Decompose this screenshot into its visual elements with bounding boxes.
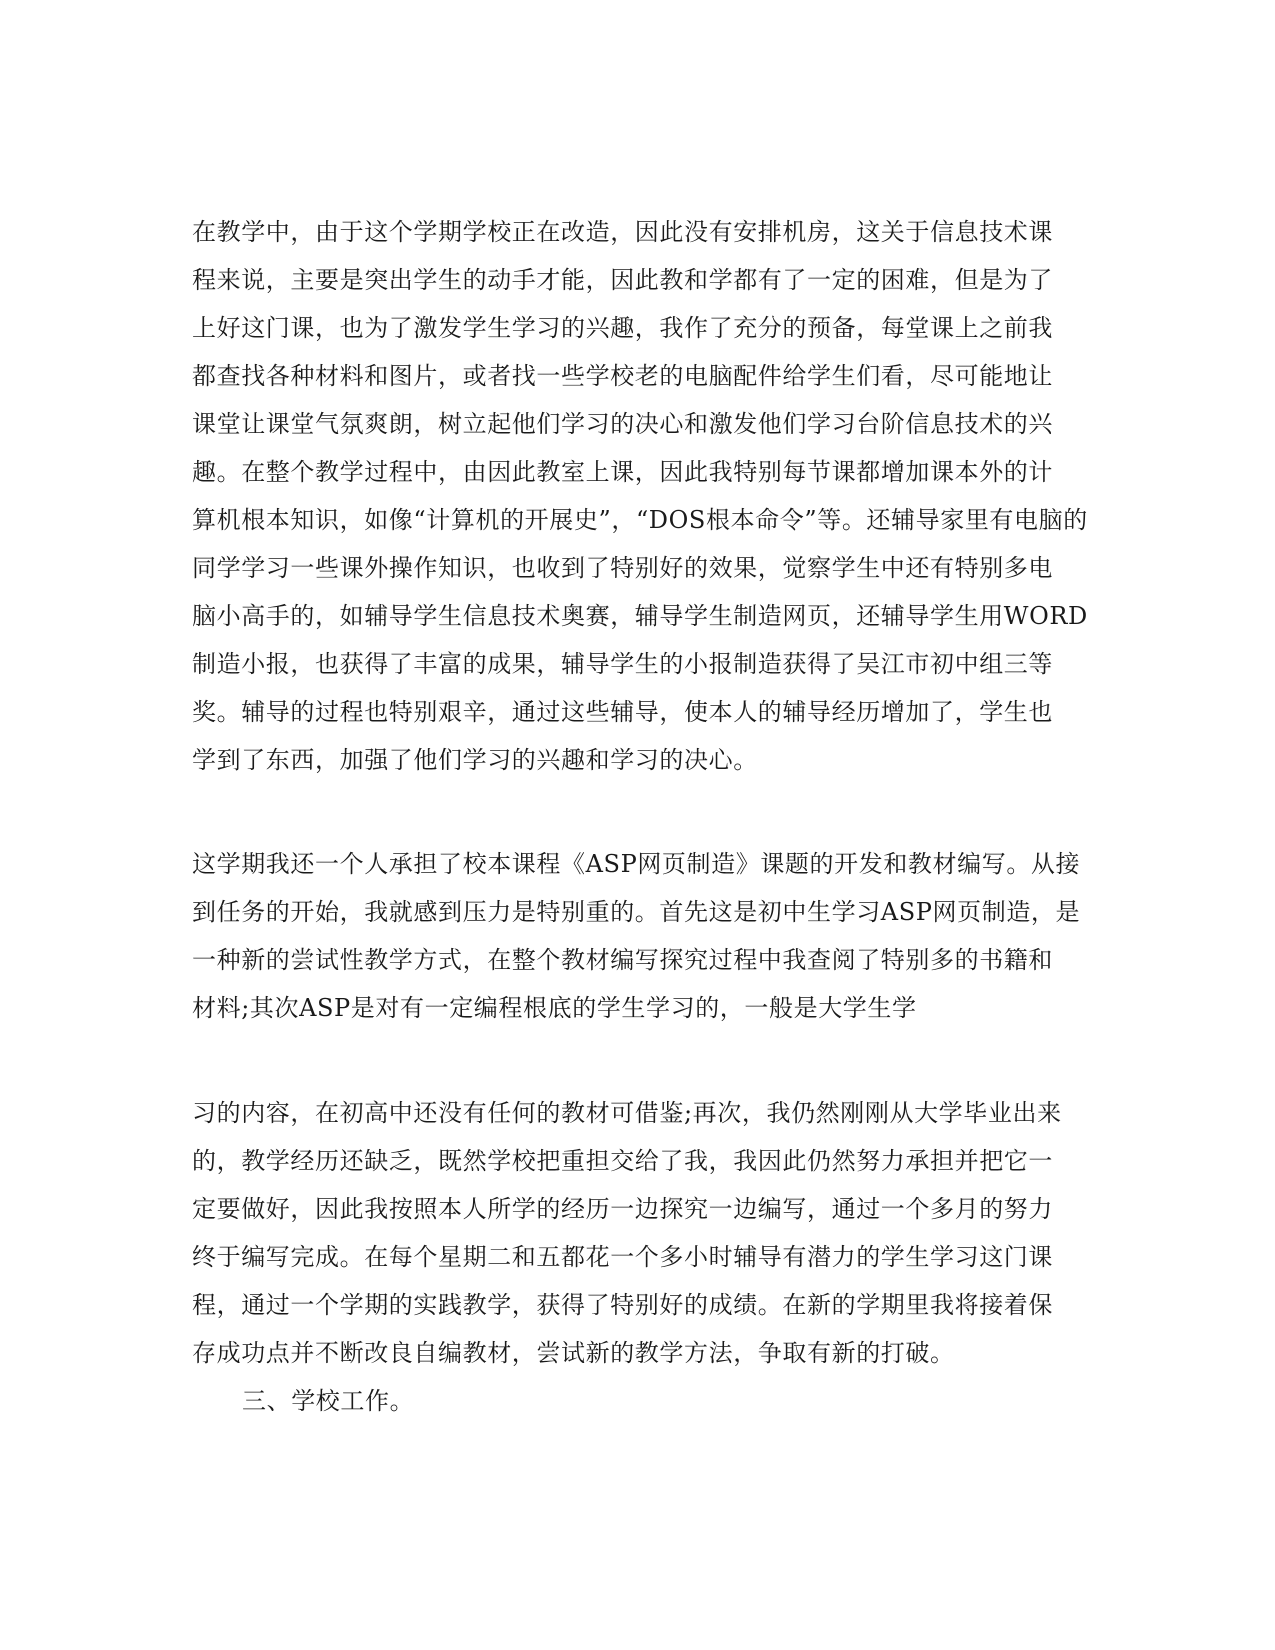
text-line: 趣。在整个教学过程中，由因此教室上课，因此我特别每节课都增加课本外的计 bbox=[192, 458, 1053, 486]
text-line: 课堂让课堂气氛爽朗，树立起他们学习的决心和激发他们学习台阶信息技术的兴 bbox=[192, 410, 1053, 438]
text-line: 算机根本知识，如像“计算机的开展史”，“DOS根本命令”等。还辅导家里有电脑的 bbox=[192, 506, 1088, 534]
section-heading: 三、学校工作。 bbox=[242, 1387, 415, 1415]
text-line: 都查找各种材料和图片，或者找一些学校老的电脑配件给学生们看，尽可能地让 bbox=[192, 362, 1053, 390]
paragraph-asp-course bbox=[192, 840, 1092, 1032]
text-line: 制造小报，也获得了丰富的成果，辅导学生的小报制造获得了吴江市初中组三等 bbox=[192, 650, 1053, 678]
text-line: 脑小高手的，如辅导学生信息技术奥赛，辅导学生制造网页，还辅导学生用WORD bbox=[192, 602, 1088, 630]
text-line: 到任务的开始，我就感到压力是特别重的。首先这是初中生学习ASP网页制造，是 bbox=[192, 898, 1081, 926]
text-line: 在教学中，由于这个学期学校正在改造，因此没有安排机房，这关于信息技术课 bbox=[192, 218, 1053, 246]
text-line: 的，教学经历还缺乏，既然学校把重担交给了我，我因此仍然努力承担并把它一 bbox=[192, 1147, 1053, 1175]
text-line: 程，通过一个学期的实践教学，获得了特别好的成绩。在新的学期里我将接着保 bbox=[192, 1291, 1053, 1319]
text-line: 上好这门课，也为了激发学生学习的兴趣，我作了充分的预备，每堂课上之前我 bbox=[192, 314, 1053, 342]
text-line: 学到了东西，加强了他们学习的兴趣和学习的决心。 bbox=[192, 746, 758, 774]
text-line: 存成功点并不断改良自编教材，尝试新的教学方法，争取有新的打破。 bbox=[192, 1339, 955, 1367]
text-line: 同学学习一些课外操作知识，也收到了特别好的效果，觉察学生中还有特别多电 bbox=[192, 554, 1053, 582]
text-line: 材料;其次ASP是对有一定编程根底的学生学习的，一般是大学生学 bbox=[192, 994, 917, 1022]
paragraph-asp-course-continued bbox=[192, 1089, 1092, 1377]
paragraph-teaching bbox=[192, 208, 1092, 784]
text-line: 定要做好，因此我按照本人所学的经历一边探究一边编写，通过一个多月的努力 bbox=[192, 1195, 1053, 1223]
text-line: 程来说，主要是突出学生的动手才能，因此教和学都有了一定的困难，但是为了 bbox=[192, 266, 1053, 294]
text-line: 一种新的尝试性教学方式，在整个教材编写探究过程中我查阅了特别多的书籍和 bbox=[192, 946, 1053, 974]
text-line: 奖。辅导的过程也特别艰辛，通过这些辅导，使本人的辅导经历增加了，学生也 bbox=[192, 698, 1053, 726]
text-line: 习的内容，在初高中还没有任何的教材可借鉴;再次，我仍然刚刚从大学毕业出来 bbox=[192, 1099, 1062, 1127]
text-line: 终于编写完成。在每个星期二和五都花一个多小时辅导有潜力的学生学习这门课 bbox=[192, 1243, 1053, 1271]
text-line: 这学期我还一个人承担了校本课程《ASP网页制造》课题的开发和教材编写。从接 bbox=[192, 850, 1081, 878]
